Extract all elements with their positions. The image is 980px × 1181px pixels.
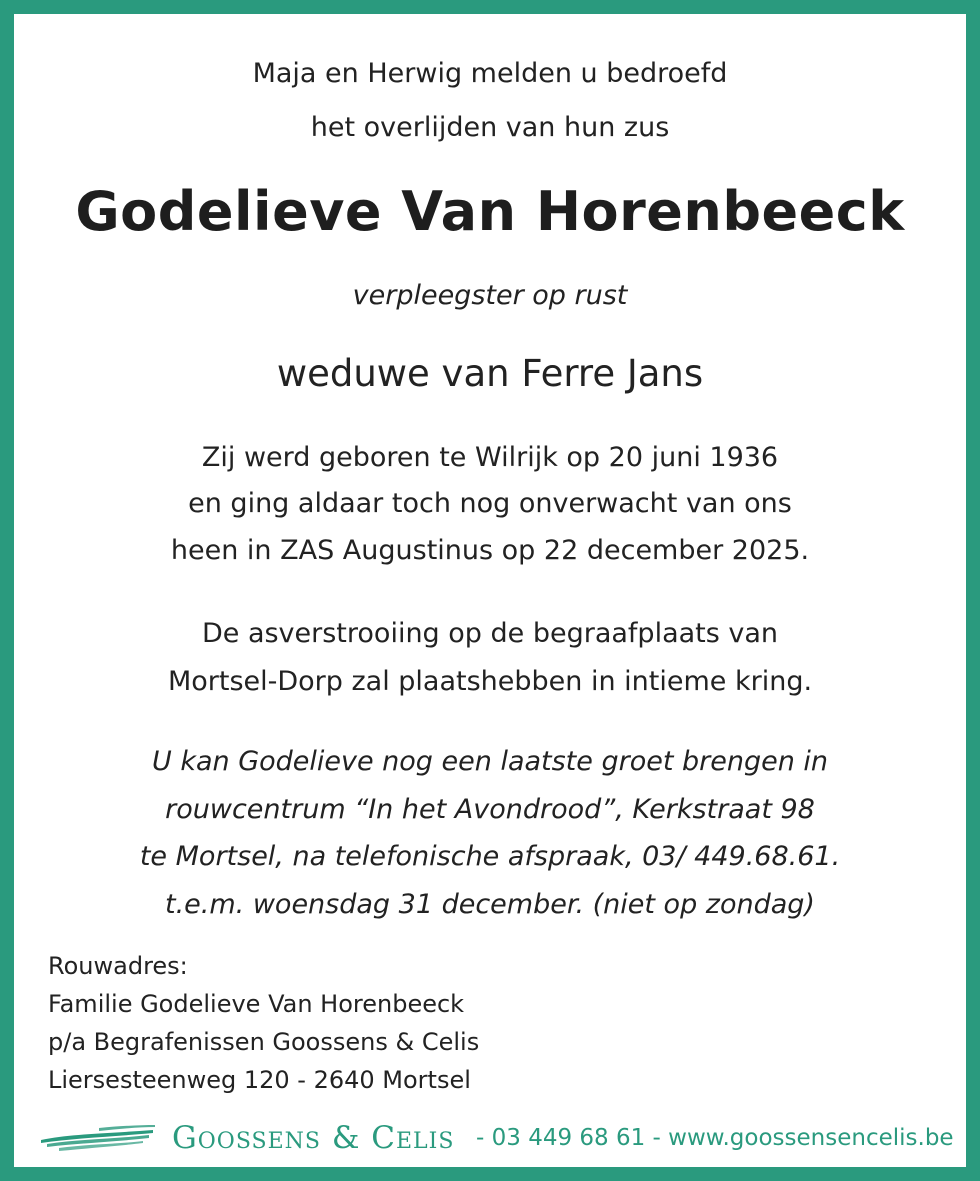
company-contact: - 03 449 68 61 - www.goossensencelis.be: [476, 1125, 954, 1151]
birth-death-line-3: heen in ZAS Augustinus op 22 december 2025.: [170, 535, 810, 566]
visit-line-3: te Mortsel, na telefonische afspraak, 03/ 449.68.61.: [139, 841, 841, 872]
company-name: Goossens & Celis: [172, 1120, 455, 1156]
obituary-card: [14, 14, 966, 1167]
wave-logo-icon: [39, 1124, 157, 1152]
visit-line-2: rouwcentrum “In het Avondrood”, Kerkstraat 98: [165, 794, 815, 825]
deceased-name: Godelieve Van Horenbeeck: [75, 180, 905, 243]
ceremony-line-2: Mortsel-Dorp zal plaatshebben in intieme kring.: [167, 666, 813, 697]
ceremony-line-1: De asverstrooiing op de begraafplaats van: [201, 618, 779, 649]
widow-of: weduwe van Ferre Jans: [276, 352, 704, 395]
birth-death-line-2: en ging aldaar toch nog onverwacht van ons: [188, 488, 792, 519]
mourning-address-line-1: Familie Godelieve Van Horenbeeck: [48, 990, 465, 1018]
mourning-address-label: Rouwadres:: [48, 952, 188, 980]
intro-line-2: het overlijden van hun zus: [310, 112, 670, 143]
intro-line-1: Maja en Herwig melden u bedroefd: [252, 58, 728, 89]
profession: verpleegster op rust: [352, 280, 628, 311]
visit-line-4: t.e.m. woensdag 31 december. (niet op zondag): [165, 889, 815, 920]
mourning-address-line-3: Liersesteenweg 120 - 2640 Mortsel: [48, 1066, 471, 1094]
mourning-address-line-2: p/a Begrafenissen Goossens & Celis: [48, 1028, 480, 1056]
footer: [14, 1116, 966, 1162]
visit-line-1: U kan Godelieve nog een laatste groet brengen in: [151, 746, 829, 777]
birth-death-line-1: Zij werd geboren te Wilrijk op 20 juni 1936: [201, 442, 779, 473]
